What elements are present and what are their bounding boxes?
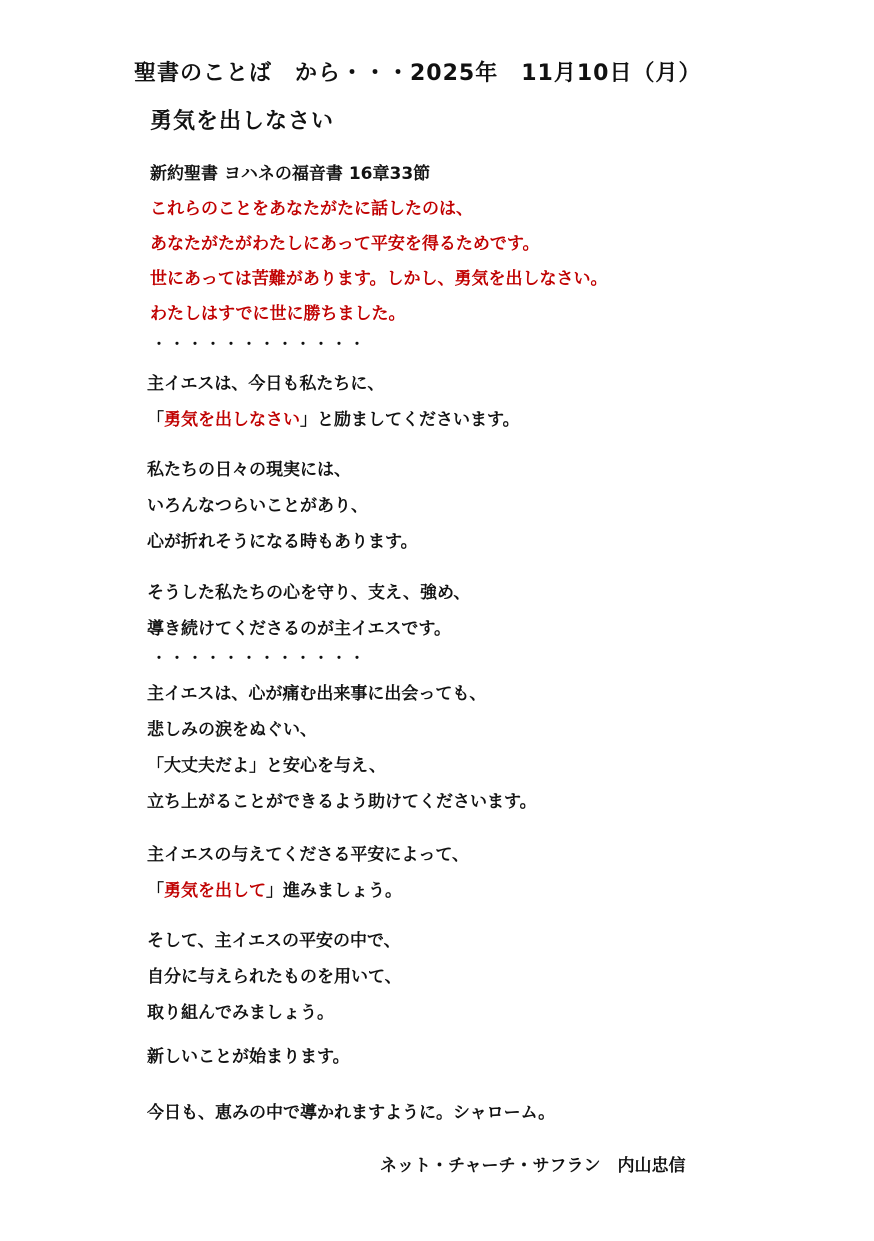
dot-separator: ・・・・・・・・・・・・	[152, 337, 368, 353]
paragraph-reality	[147, 452, 418, 560]
page-title: 聖書のことば から・・・2025年 11月10日（月）	[134, 61, 702, 86]
paragraph-support	[147, 575, 470, 647]
paragraph-line: そして、主イエスの平安の中で、	[147, 931, 401, 951]
quote-rest: 」と励ましてくださいます。	[300, 410, 520, 430]
paragraph-line: 取り組んでみましょう。	[147, 1003, 334, 1023]
highlighted-phrase: 勇気を出しなさい	[164, 410, 300, 430]
message-heading: 勇気を出しなさい	[150, 109, 335, 134]
scripture-verse	[150, 192, 607, 332]
highlighted-phrase: 勇気を出して	[164, 881, 266, 901]
paragraph-line: 立ち上がることができるよう助けてくださいます。	[147, 792, 537, 812]
paragraph-line: いろんなつらいことがあり、	[147, 496, 368, 516]
verse-line: これらのことをあなたがたに話したのは、	[150, 199, 473, 219]
paragraph-line: 悲しみの涙をぬぐい、	[147, 720, 317, 740]
paragraph-line	[147, 873, 469, 909]
paragraph-blessing: 今日も、恵みの中で導かれますように。シャローム。	[147, 1103, 556, 1123]
paragraph-line: 導き続けてくださるのが主イエスです。	[147, 619, 451, 639]
scripture-reference: 新約聖書 ヨハネの福音書 16章33節	[150, 164, 431, 184]
paragraph-action	[147, 923, 402, 1031]
paragraph-comfort	[147, 676, 537, 820]
verse-line: あなたがたがわたしにあって平安を得るためです。	[150, 234, 540, 254]
paragraph-encouragement	[147, 366, 520, 438]
dot-separator: ・・・・・・・・・・・・	[152, 651, 368, 667]
paragraph-line: そうした私たちの心を守り、支え、強め、	[147, 583, 471, 603]
paragraph-line: 主イエスは、今日も私たちに、	[147, 374, 385, 394]
paragraph-line: 主イエスは、心が痛む出来事に出会っても、	[147, 684, 487, 704]
paragraph-line: 私たちの日々の現実には、	[147, 460, 351, 480]
paragraph-line: 主イエスの与えてくださる平安によって、	[147, 845, 469, 865]
paragraph-new-beginning: 新しいことが始まります。	[147, 1047, 350, 1067]
verse-line: わたしはすでに世に勝ちました。	[150, 304, 406, 324]
paragraph-line: 「大丈夫だよ」と安心を与え、	[147, 756, 387, 776]
quote-open: 「	[147, 410, 164, 430]
paragraph-peace	[147, 837, 469, 909]
quote-open: 「	[147, 881, 164, 901]
paragraph-line	[147, 402, 520, 438]
paragraph-line: 自分に与えられたものを用いて、	[147, 967, 402, 987]
verse-line: 世にあっては苦難があります。しかし、勇気を出しなさい。	[150, 269, 608, 289]
quote-rest: 」進みましょう。	[266, 881, 402, 901]
paragraph-line: 心が折れそうになる時もあります。	[147, 532, 418, 552]
signature: ネット・チャーチ・サフラン 内山忠信	[380, 1156, 686, 1176]
